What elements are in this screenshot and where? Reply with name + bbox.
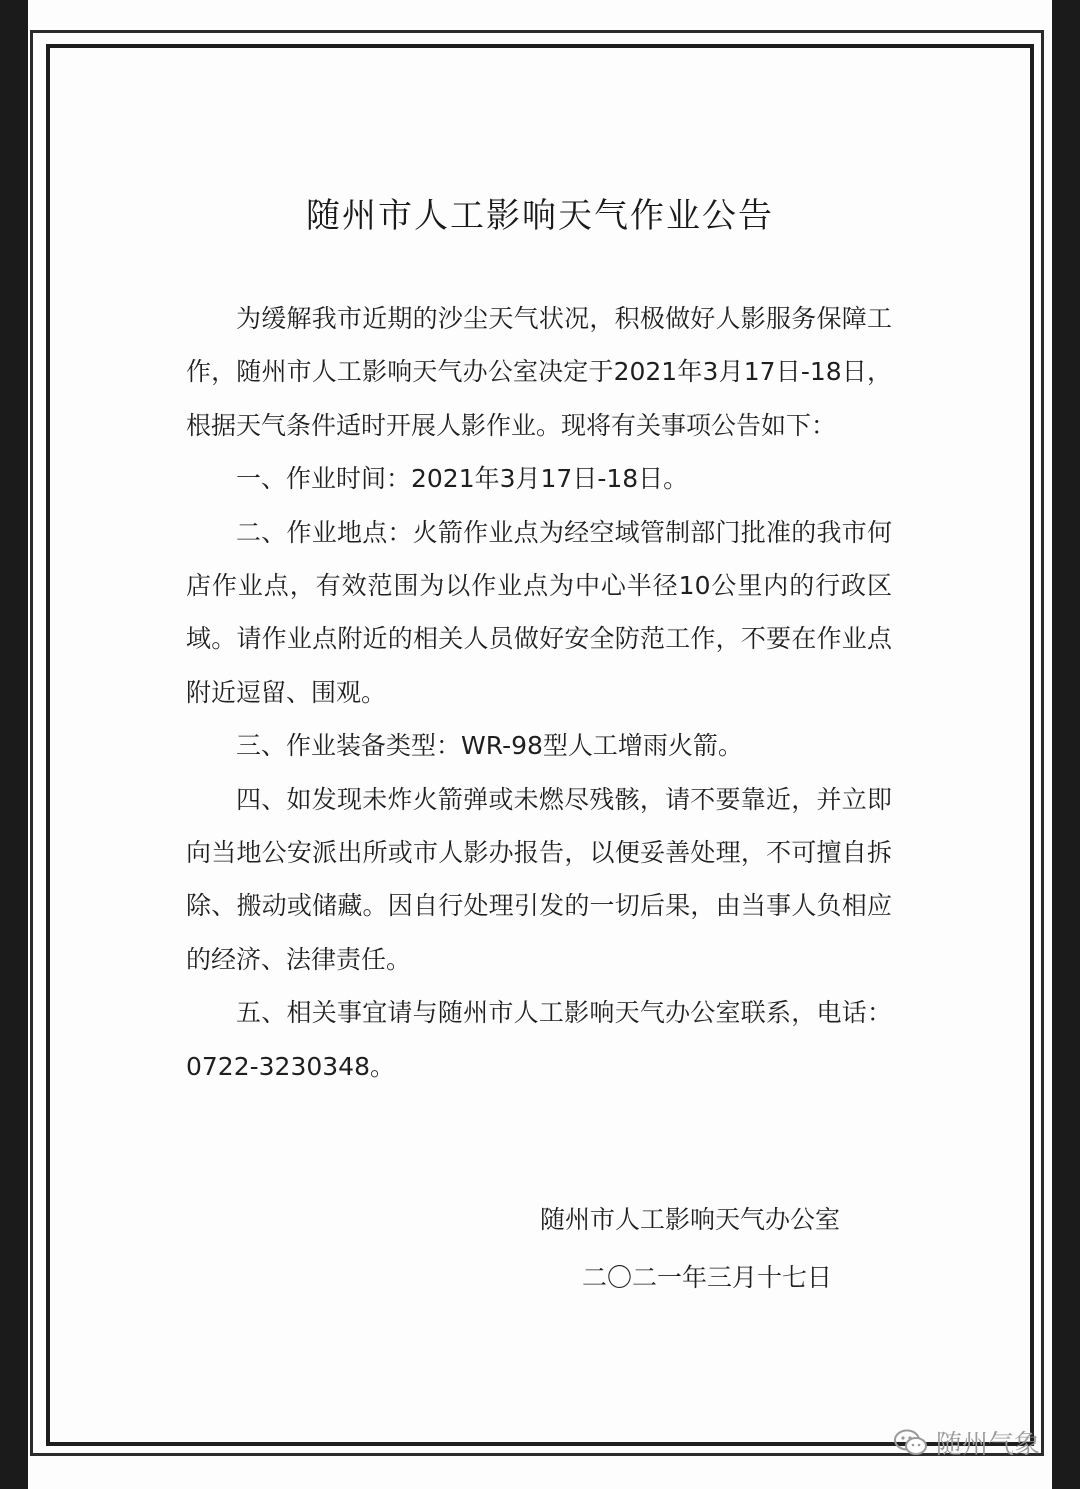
notice-title: 随州市人工影响天气作业公告: [306, 196, 774, 236]
paragraph-time: 一、作业时间：2021年3月17日-18日。: [236, 464, 689, 494]
sign-date: 二〇二一年三月十七日: [582, 1263, 833, 1292]
notice-body: [186, 292, 892, 1093]
signer-office: 随州市人工影响天气办公室: [540, 1205, 841, 1234]
paragraph-safety: 四、如发现未炸火箭弹或未燃尽残骸，请不要靠近，并立即向当地公安派出所或市人影办报告，以便妥善处理，不可擅自拆除、搬动或储藏。因自行处理引发的一切后果，由当事人负相应的经济、法律责任。: [186, 784, 892, 974]
left-dark-edge: [0, 0, 28, 1489]
paragraph-contact: 五、相关事宜请与随州市人工影响天气办公室联系，电话：0722-3230348。: [186, 998, 892, 1081]
watermark-text: 随州气象: [935, 1430, 1040, 1460]
paragraph-location: 二、作业地点：火箭作业点为经空域管制部门批准的我市何店作业点，有效范围为以作业点为中心半径10公里内的行政区域。请作业点附近的相关人员做好安全防范工作，不要在作业点附近逗留、围观。: [186, 517, 892, 707]
paragraph-intro: 为缓解我市近期的沙尘天气状况，积极做好人影服务保障工作，随州市人工影响天气办公室决定于2021年3月17日-18日，根据天气条件适时开展人影作业。现将有关事项公告如下：: [186, 304, 892, 440]
watermark: [894, 1424, 1040, 1461]
paragraph-equipment: 三、作业装备类型：WR-98型人工增雨火箭。: [236, 731, 743, 761]
wechat-icon: [894, 1429, 928, 1457]
right-dark-edge: [1052, 0, 1080, 1489]
